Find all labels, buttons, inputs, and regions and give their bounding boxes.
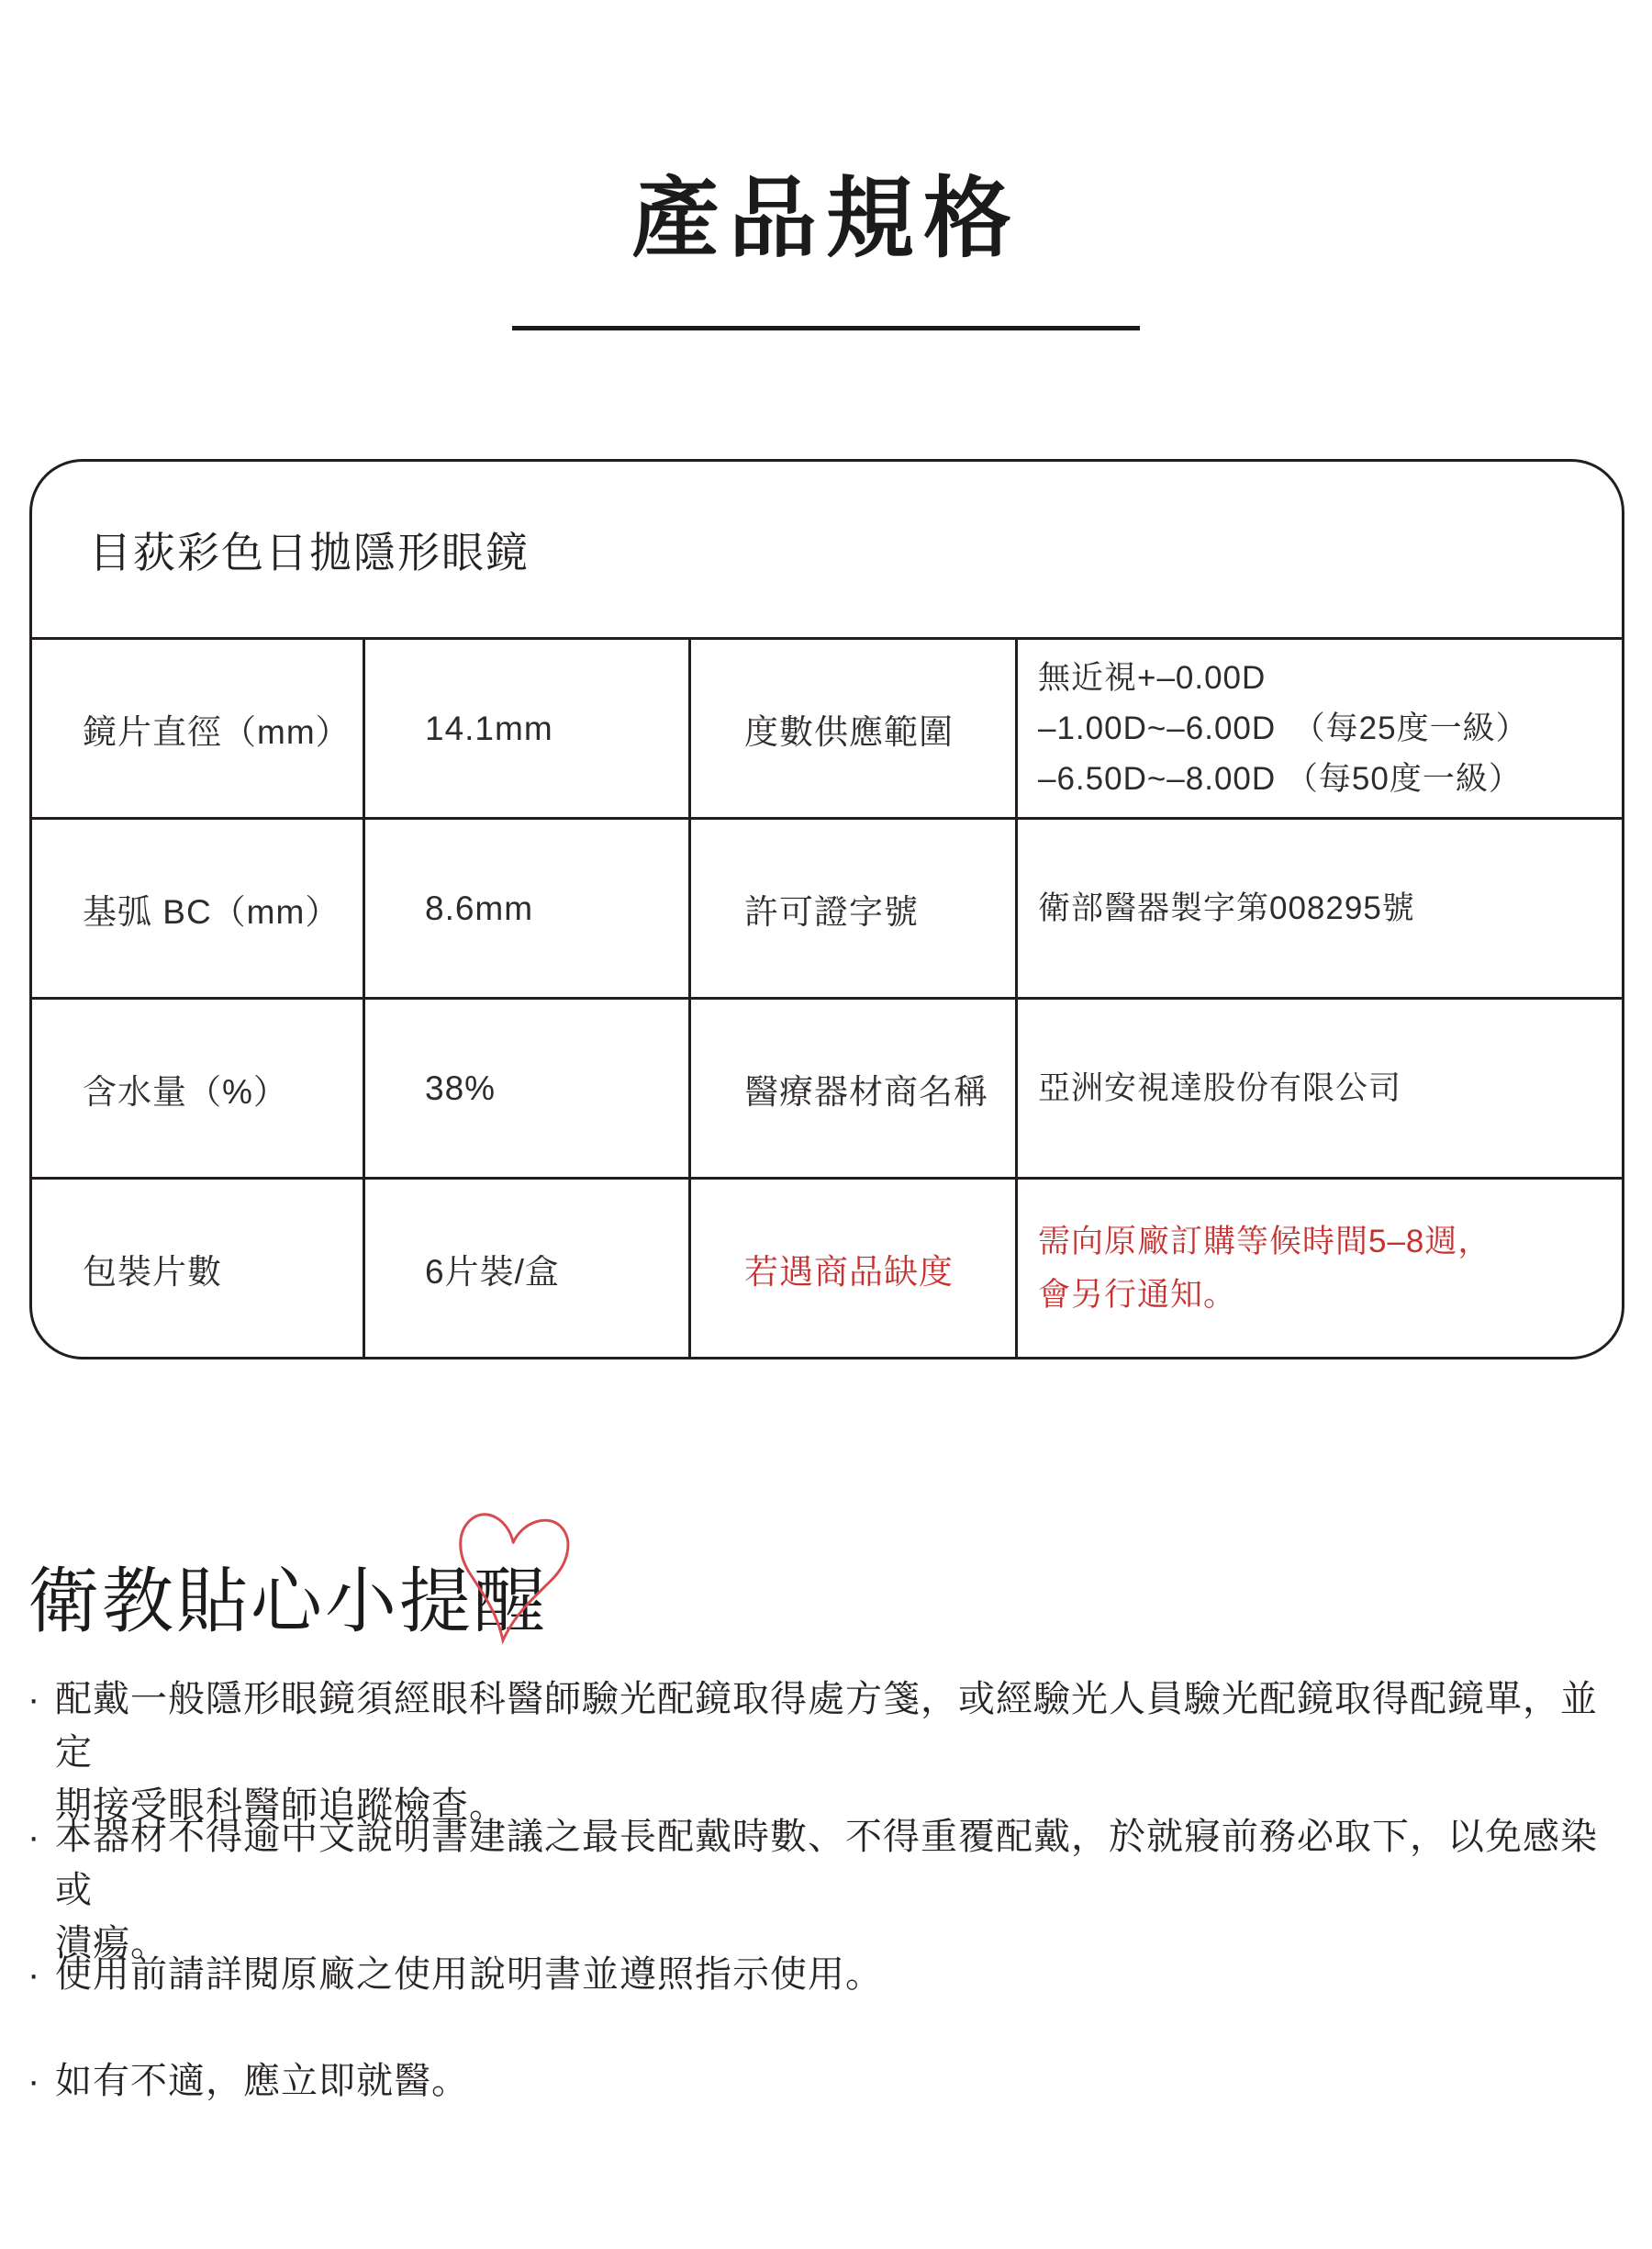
tip-line: 期接受眼科醫師追蹤檢查。 [55, 1785, 507, 1826]
tip-text [55, 1948, 1628, 2001]
power-range-line: –1.00D~–6.00D （每25度一級） [1038, 711, 1529, 746]
tip-text [55, 1673, 1628, 1832]
table-row [32, 1177, 1622, 1357]
tip-line: 配戴一般隱形眼鏡須經眼科醫師驗光配鏡取得處方箋，或經驗光人員驗光配鏡取得配鏡單，並定 [55, 1679, 1598, 1773]
spec-table-grid [32, 637, 1622, 1357]
table-row [32, 637, 1622, 817]
row2-label: 基弧 BC（mm） [32, 817, 363, 997]
license-number: 衛部醫器製字第008295號 [1038, 890, 1415, 926]
tip-text [55, 1810, 1628, 1970]
vendor-name: 亞洲安視達股份有限公司 [1038, 1070, 1402, 1106]
bullet-dot-icon: · [28, 2061, 40, 2101]
list-item [28, 1948, 1628, 2001]
table-row [32, 997, 1622, 1177]
row3-value2 [1015, 997, 1622, 1177]
heart-icon [448, 1502, 571, 1669]
title-underline [512, 326, 1140, 330]
row4-label: 包裝片數 [32, 1177, 363, 1357]
tip-line: 潰瘍。 [55, 1923, 168, 1964]
row4-value2 [1015, 1177, 1622, 1357]
row1-label2: 度數供應範圍 [688, 637, 1015, 817]
bullet-dot-icon: · [28, 1954, 40, 1995]
row1-value2 [1015, 637, 1622, 817]
product-name: 目荻彩色日拋隱形眼鏡 [89, 528, 530, 576]
bullet-dot-icon: · [28, 1679, 40, 1719]
row3-label: 含水量（%） [32, 997, 363, 1177]
row4-value: 6片裝/盒 [363, 1177, 688, 1357]
row2-value: 8.6mm [363, 817, 688, 997]
page-title: 產品規格 [631, 170, 1021, 268]
row2-value2 [1015, 817, 1622, 997]
table-row [32, 817, 1622, 997]
tip-line: 如有不適，應立即就醫。 [55, 2061, 469, 2101]
tips-heading: 衛教貼心小提醒 [28, 1561, 549, 1641]
list-item [28, 2054, 1628, 2108]
row2-label2: 許可證字號 [688, 817, 1015, 997]
row4-label2: 若遇商品缺度 [688, 1177, 1015, 1357]
power-range-line: –6.50D~–8.00D （每50度一級） [1038, 761, 1522, 797]
shortage-note-line: 需向原廠訂購等候時間5–8週， [1038, 1223, 1491, 1259]
tip-text [55, 2054, 1628, 2108]
row3-value: 38% [363, 997, 688, 1177]
power-range-line: 無近視+–0.00D [1038, 660, 1267, 696]
tip-line: 本器材不得逾中文說明書建議之最長配戴時數、不得重覆配戴，於就寢前務必取下，以免感染或 [55, 1817, 1598, 1910]
bullet-dot-icon: · [28, 1817, 40, 1857]
spec-table [29, 459, 1624, 1359]
shortage-note-line: 會另行通知。 [1038, 1276, 1237, 1313]
row1-value: 14.1mm [363, 637, 688, 817]
list-item [28, 1810, 1628, 1970]
row3-label2: 醫療器材商名稱 [688, 997, 1015, 1177]
list-item [28, 1673, 1628, 1832]
row1-label: 鏡片直徑（mm） [32, 637, 363, 817]
tip-line: 使用前請詳閱原廠之使用說明書並遵照指示使用。 [55, 1954, 883, 1995]
